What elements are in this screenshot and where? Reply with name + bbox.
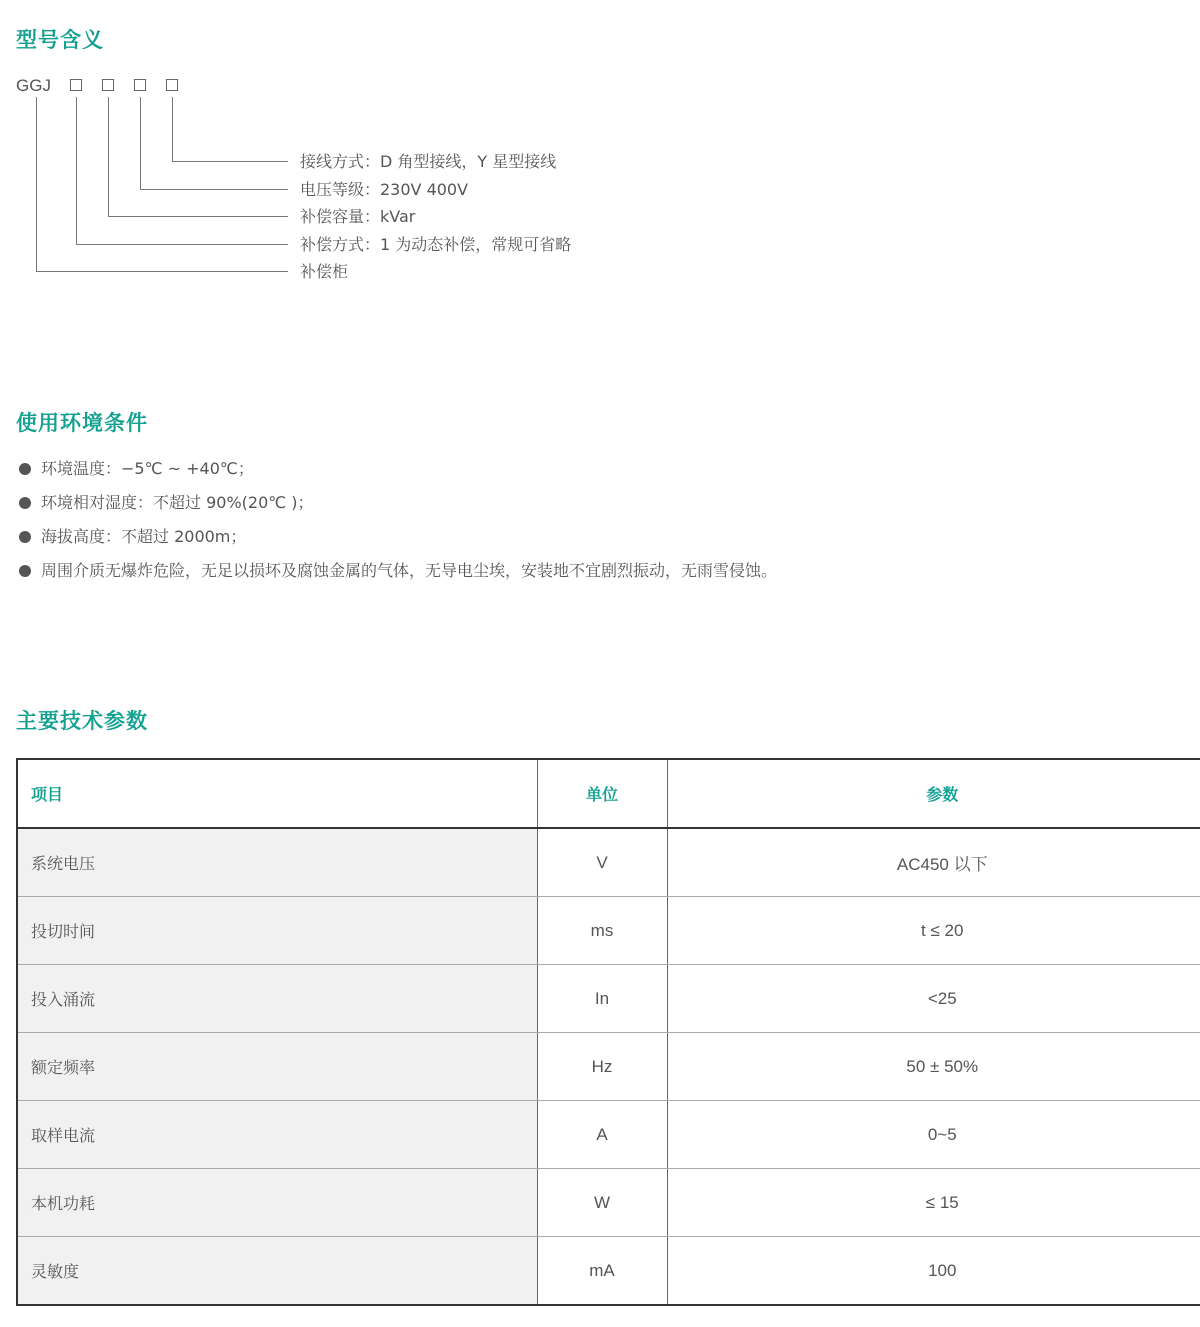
specs-table — [16, 758, 1200, 1306]
model-box-1 — [70, 79, 82, 91]
row-unit: mA — [537, 1237, 667, 1306]
model-desc-cabinet: 补偿柜 — [300, 262, 349, 281]
row-value: <25 — [667, 965, 1200, 1033]
table-row — [17, 828, 1200, 897]
row-value: 50 ± 50% — [667, 1033, 1200, 1101]
table-row — [17, 965, 1200, 1033]
specs-section-title: 主要技术参数 — [16, 709, 148, 733]
model-desc-capacity: 补偿容量：kVar — [300, 207, 416, 226]
row-value: t ≤ 20 — [667, 897, 1200, 965]
model-code — [16, 74, 64, 98]
model-code-prefix: GGJ — [16, 76, 51, 95]
list-item: 周围介质无爆炸危险，无足以损坏及腐蚀金属的气体，无导电尘埃，安装地不宜剧烈振动，无雨雪侵蚀。 — [17, 558, 777, 592]
row-item: 取样电流 — [17, 1101, 537, 1169]
model-box-2 — [102, 79, 114, 91]
table-row — [17, 1237, 1200, 1306]
connector-line — [76, 97, 77, 245]
row-unit: A — [537, 1101, 667, 1169]
row-unit: W — [537, 1169, 667, 1237]
connector-line — [140, 97, 141, 190]
table-header-row — [17, 759, 1200, 828]
connector-line — [108, 97, 109, 217]
bullet-icon — [19, 531, 31, 543]
model-desc-method: 补偿方式：1 为动态补偿，常规可省略 — [300, 235, 572, 254]
row-unit: In — [537, 965, 667, 1033]
row-item: 投切时间 — [17, 897, 537, 965]
environment-section-title: 使用环境条件 — [16, 411, 148, 435]
row-item: 投入涌流 — [17, 965, 537, 1033]
model-box-3 — [134, 79, 146, 91]
bullet-icon — [19, 463, 31, 475]
model-desc-wiring: 接线方式：D 角型接线，Y 星型接线 — [300, 152, 557, 171]
environment-list — [17, 456, 777, 592]
row-item: 额定频率 — [17, 1033, 537, 1101]
bullet-icon — [19, 497, 31, 509]
connector-line — [76, 244, 288, 245]
row-value: 0~5 — [667, 1101, 1200, 1169]
list-item: 海拔高度：不超过 2000m； — [17, 524, 777, 558]
header-value: 参数 — [667, 759, 1200, 828]
row-unit: Hz — [537, 1033, 667, 1101]
connector-line — [172, 161, 288, 162]
header-unit: 单位 — [537, 759, 667, 828]
list-item: 环境温度：−5℃ ~ +40℃； — [17, 456, 777, 490]
row-value: AC450 以下 — [667, 828, 1200, 897]
row-unit: V — [537, 828, 667, 897]
table-row — [17, 897, 1200, 965]
model-section-title: 型号含义 — [16, 28, 104, 52]
connector-line — [36, 97, 37, 272]
row-item: 本机功耗 — [17, 1169, 537, 1237]
model-desc-voltage: 电压等级：230V 400V — [300, 180, 469, 199]
table-row — [17, 1169, 1200, 1237]
model-box-4 — [166, 79, 178, 91]
row-item: 系统电压 — [17, 828, 537, 897]
connector-line — [36, 271, 288, 272]
bullet-icon — [19, 565, 31, 577]
row-value: ≤ 15 — [667, 1169, 1200, 1237]
row-item: 灵敏度 — [17, 1237, 537, 1306]
table-row — [17, 1101, 1200, 1169]
list-item: 环境相对湿度：不超过 90%(20℃ )； — [17, 490, 777, 524]
row-value: 100 — [667, 1237, 1200, 1306]
header-item: 项目 — [17, 759, 537, 828]
connector-line — [172, 97, 173, 162]
connector-line — [140, 189, 288, 190]
connector-line — [108, 216, 288, 217]
table-row — [17, 1033, 1200, 1101]
row-unit: ms — [537, 897, 667, 965]
